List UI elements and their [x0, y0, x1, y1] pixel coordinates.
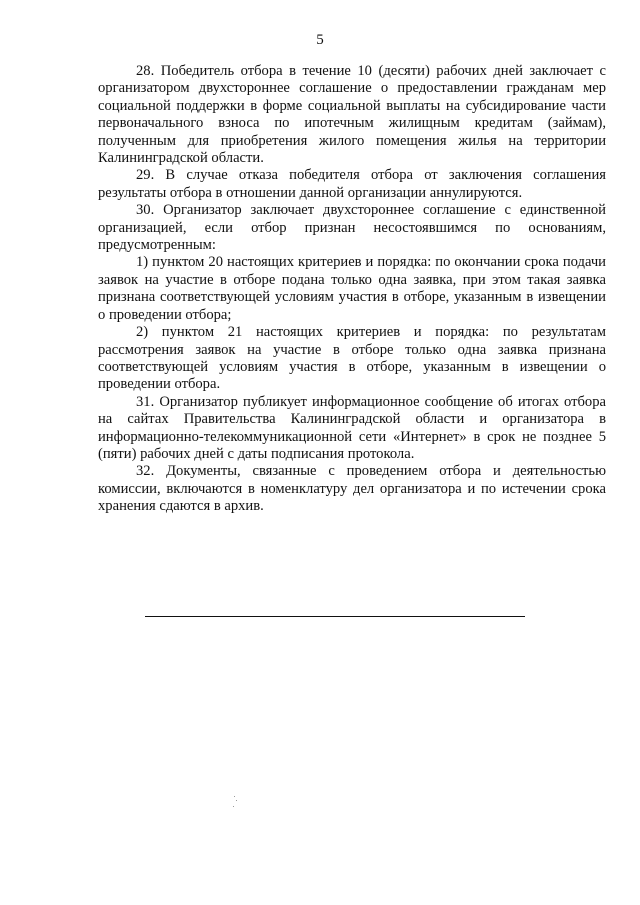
paragraph-30-item-1: 1) пунктом 20 настоящих критериев и порядка: по окончании срока подачи заявок на участие в отборе подана только одна заявка, при этом такая заявка признана соответствующей условиям участия в отборе, указанным в извещении о проведении отбора; [98, 254, 606, 323]
document-text [98, 63, 606, 516]
paragraph-30: 30. Организатор заключает двухстороннее соглашение с единственной организацией, если отбор признан несостоявшимся по основаниям, предусмотренным: [98, 202, 606, 254]
paragraph-30-item-2: 2) пунктом 21 настоящих критериев и порядка: по результатам рассмотрения заявок на участие в отборе только одна заявка признана соответствующей условиям участия в отборе, указанным в извещении о проведении отбора. [98, 324, 606, 393]
end-of-document-rule [145, 616, 525, 617]
page-number: 5 [316, 32, 324, 48]
paragraph-32: 32. Документы, связанные с проведением отбора и деятельностью комиссии, включаются в номенклатуру дел организатора и по истечении срока хранения сдаются в архив. [98, 463, 606, 515]
scan-speck [236, 800, 237, 801]
scan-speck [233, 806, 234, 807]
paragraph-28: 28. Победитель отбора в течение 10 (десяти) рабочих дней заключает с организатором двухстороннее соглашение о предоставлении гражданам мер социальной поддержки в форме социальной выплаты на субсидирование части первоначального взноса по ипотечным жилищным кредитам (займам), полученным для приобретения жилого помещения жилья на территории Калининградской области. [98, 63, 606, 167]
scan-speck [234, 796, 235, 797]
paragraph-31: 31. Организатор публикует информационное сообщение об итогах отбора на сайтах Правительства Калининградской области и организатора в информационно-телекоммуникационной сети «Интернет» в срок не позднее 5 (пяти) рабочих дней с даты подписания протокола. [98, 393, 606, 462]
paragraph-29: 29. В случае отказа победителя отбора от заключения соглашения результаты отбора в отношении данной организации аннулируются. [98, 167, 606, 201]
